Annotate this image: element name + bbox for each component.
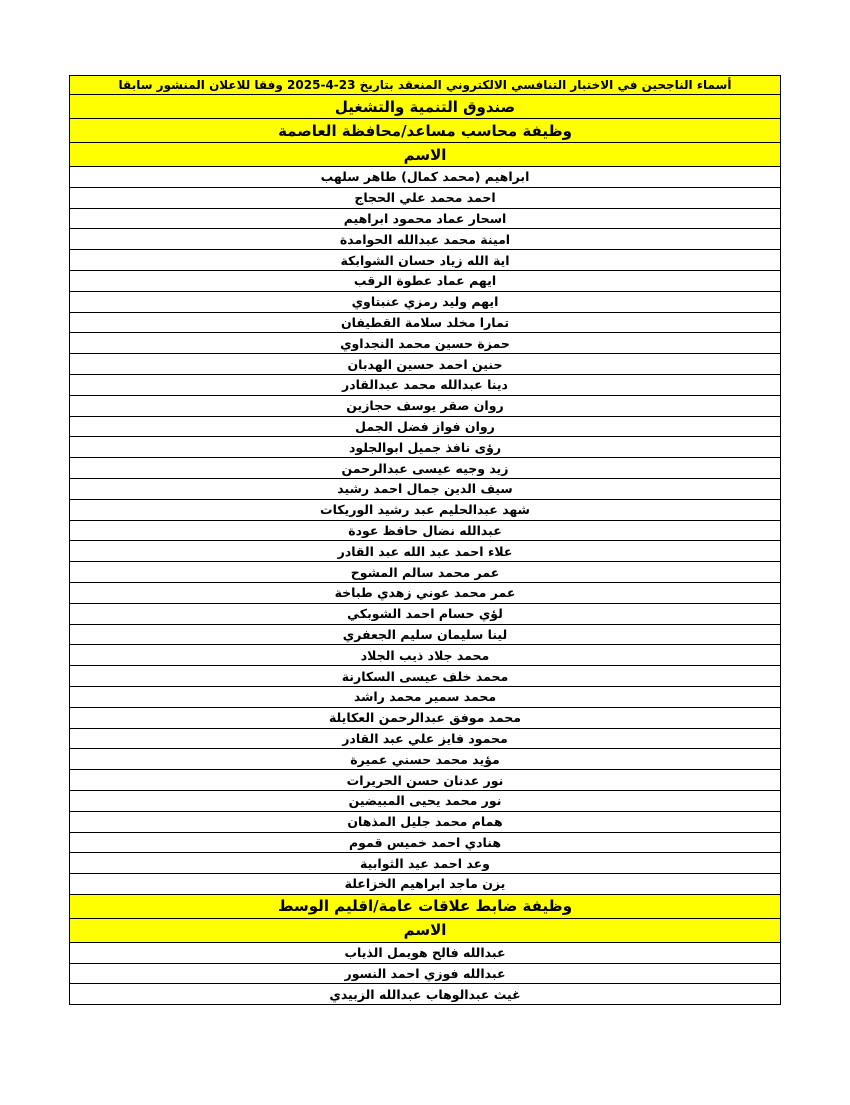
column-header-row bbox=[70, 143, 781, 167]
name-cell: محمد موفق عبدالرحمن العكايلة bbox=[70, 707, 781, 728]
name-cell: احمد محمد علي الحجاج bbox=[70, 187, 781, 208]
announcement-title: أسماء الناجحين في الاختبار التنافسي الالكتروني المنعقد بتاريخ 23-4-2025 وفقا للاعلان المنشور سابقا bbox=[70, 76, 781, 95]
name-cell-row bbox=[70, 458, 781, 479]
name-cell: مؤيد محمد حسني عميرة bbox=[70, 749, 781, 770]
title-row bbox=[70, 76, 781, 95]
name-cell: عبدالله نضال حافظ عودة bbox=[70, 520, 781, 541]
name-cell: حنين احمد حسين الهدبان bbox=[70, 354, 781, 375]
name-cell-row bbox=[70, 333, 781, 354]
name-cell: عمر محمد سالم المشوح bbox=[70, 562, 781, 583]
name-cell: زيد وجيه عيسى عبدالرحمن bbox=[70, 458, 781, 479]
name-cell-row bbox=[70, 354, 781, 375]
name-cell-row bbox=[70, 541, 781, 562]
name-cell: دينا عبدالله محمد عبدالقادر bbox=[70, 374, 781, 395]
name-cell: رؤى نافذ جميل ابوالجلود bbox=[70, 437, 781, 458]
column-header: الاسم bbox=[70, 143, 781, 167]
name-cell-row bbox=[70, 728, 781, 749]
name-cell: علاء احمد عبد الله عبد القادر bbox=[70, 541, 781, 562]
name-cell: عبدالله فوزي احمد النسور bbox=[70, 963, 781, 984]
name-cell-row bbox=[70, 686, 781, 707]
name-cell-row bbox=[70, 624, 781, 645]
job-title: وظيفة ضابط علاقات عامة/اقليم الوسط bbox=[70, 894, 781, 918]
name-cell: عبدالله فالح هويمل الذياب bbox=[70, 942, 781, 963]
name-cell-row bbox=[70, 770, 781, 791]
name-cell: هنادي احمد خميس قموم bbox=[70, 832, 781, 853]
name-cell: محمد سمير محمد راشد bbox=[70, 686, 781, 707]
name-cell: تمارا مخلد سلامة القطيفان bbox=[70, 312, 781, 333]
results-table-body bbox=[70, 76, 781, 1005]
name-cell-row bbox=[70, 749, 781, 770]
column-header: الاسم bbox=[70, 918, 781, 942]
name-cell: محمد جلاد ذيب الجلاد bbox=[70, 645, 781, 666]
job-title-row bbox=[70, 894, 781, 918]
name-cell: اسحار عماد محمود ابراهيم bbox=[70, 208, 781, 229]
name-cell: اية الله زياد حسان الشوابكة bbox=[70, 250, 781, 271]
name-cell-row bbox=[70, 395, 781, 416]
name-cell-row bbox=[70, 312, 781, 333]
name-cell-row bbox=[70, 874, 781, 895]
organization-name: صندوق التنمية والتشغيل bbox=[70, 95, 781, 119]
name-cell-row bbox=[70, 984, 781, 1005]
name-cell: همام محمد جليل المذهان bbox=[70, 811, 781, 832]
name-cell: سيف الدين جمال احمد رشيد bbox=[70, 478, 781, 499]
column-header-row bbox=[70, 918, 781, 942]
name-cell-row bbox=[70, 187, 781, 208]
name-cell: لينا سليمان سليم الجعفري bbox=[70, 624, 781, 645]
name-cell-row bbox=[70, 229, 781, 250]
job-title-row bbox=[70, 119, 781, 143]
name-cell-row bbox=[70, 790, 781, 811]
name-cell: نور محمد يحيى المبيضين bbox=[70, 790, 781, 811]
name-cell-row bbox=[70, 291, 781, 312]
name-cell: نور عدنان حسن الحريرات bbox=[70, 770, 781, 791]
name-cell-row bbox=[70, 562, 781, 583]
name-cell: روان صقر يوسف حجازين bbox=[70, 395, 781, 416]
name-cell: شهد عبدالحليم عبد رشيد الوريكات bbox=[70, 499, 781, 520]
name-cell-row bbox=[70, 853, 781, 874]
name-cell-row bbox=[70, 520, 781, 541]
name-cell: حمزة حسين محمد النجداوي bbox=[70, 333, 781, 354]
results-sheet bbox=[69, 75, 781, 1005]
name-cell-row bbox=[70, 603, 781, 624]
name-cell: يزن ماجد ابراهيم الخزاعلة bbox=[70, 874, 781, 895]
name-cell: لؤي حسام احمد الشوبكي bbox=[70, 603, 781, 624]
name-cell-row bbox=[70, 811, 781, 832]
name-cell-row bbox=[70, 416, 781, 437]
name-cell-row bbox=[70, 963, 781, 984]
name-cell-row bbox=[70, 582, 781, 603]
name-cell-row bbox=[70, 942, 781, 963]
name-cell-row bbox=[70, 250, 781, 271]
name-cell-row bbox=[70, 832, 781, 853]
name-cell: روان فواز فضل الجمل bbox=[70, 416, 781, 437]
name-cell-row bbox=[70, 167, 781, 188]
name-cell-row bbox=[70, 666, 781, 687]
results-table bbox=[69, 75, 781, 1005]
name-cell-row bbox=[70, 270, 781, 291]
job-title: وظيفة محاسب مساعد/محافظة العاصمة bbox=[70, 119, 781, 143]
name-cell-row bbox=[70, 374, 781, 395]
name-cell-row bbox=[70, 437, 781, 458]
name-cell-row bbox=[70, 499, 781, 520]
name-cell: عمر محمد عوني زهدي طباخة bbox=[70, 582, 781, 603]
name-cell: غيث عبدالوهاب عبدالله الزبيدي bbox=[70, 984, 781, 1005]
name-cell: محمود فايز علي عبد القادر bbox=[70, 728, 781, 749]
name-cell: ايهم وليد رمزي عنبتاوي bbox=[70, 291, 781, 312]
name-cell-row bbox=[70, 645, 781, 666]
name-cell-row bbox=[70, 208, 781, 229]
name-cell: امينة محمد عبدالله الحوامدة bbox=[70, 229, 781, 250]
name-cell: ابراهيم (محمد كمال) طاهر سلهب bbox=[70, 167, 781, 188]
name-cell-row bbox=[70, 478, 781, 499]
organization-row bbox=[70, 95, 781, 119]
name-cell: وعد احمد عيد الثوابية bbox=[70, 853, 781, 874]
name-cell: محمد خلف عيسى السكارنة bbox=[70, 666, 781, 687]
name-cell-row bbox=[70, 707, 781, 728]
name-cell: ايهم عماد عطوة الرقب bbox=[70, 270, 781, 291]
